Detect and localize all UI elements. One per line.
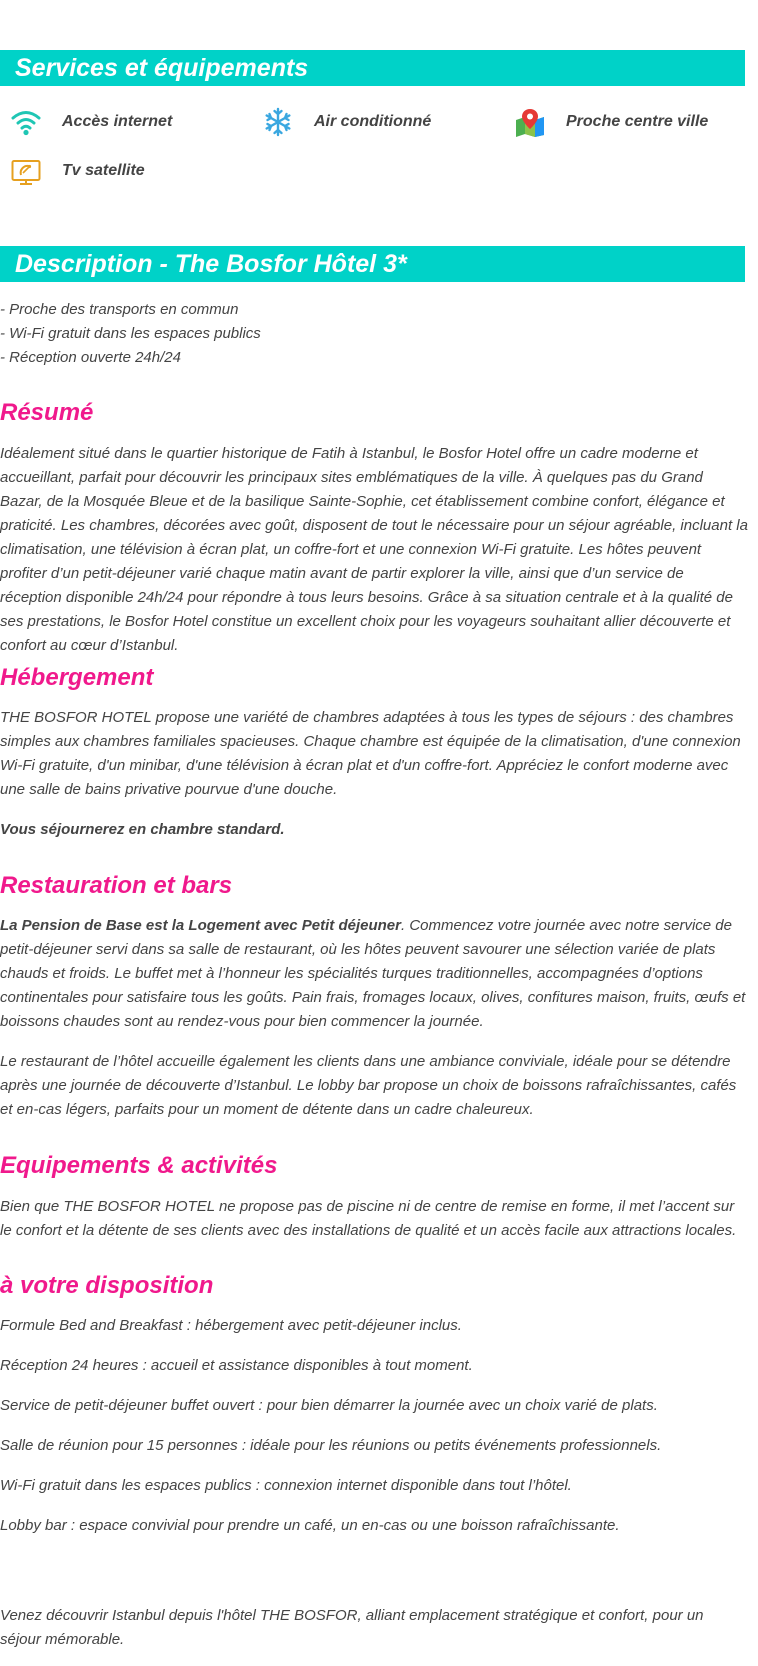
disposition-title: à votre disposition <box>0 1272 214 1299</box>
bullet-item: - Réception ouverte 24h/24 <box>0 349 181 366</box>
service-item-satellite-tv <box>10 155 145 187</box>
disposition-item: Formule Bed and Breakfast : hébergement avec petit-déjeuner inclus. <box>0 1317 462 1334</box>
restauration-title: Restauration et bars <box>0 872 233 899</box>
hebergement-paragraph: THE BOSFOR HOTEL propose une variété de chambres adaptées à tous les types de séjours : des chambres simples aux chambres familiales spacieuses. Chaque chambre est équipée de la climatisation, d'une connexion Wi-Fi gratuite, d'un minibar, d'une télévision à écran plat et d'un coffre-fort. Appréciez le confort moderne avec une salle de bains privative pourvue d'une douche. <box>0 709 741 798</box>
services-title: Services et équipements <box>15 54 309 82</box>
service-item-city-center <box>514 106 708 138</box>
closing-text <box>0 1604 748 1652</box>
description-title: Description - The Bosfor Hôtel 3* <box>15 250 407 278</box>
bullet-item: - Wi-Fi gratuit dans les espaces publics <box>0 325 261 342</box>
disposition-item: Lobby bar : espace convivial pour prendre un café, un en-cas ou une boisson rafraîchissante. <box>0 1517 620 1534</box>
service-item-aircon <box>262 106 431 138</box>
disposition-item: Wi-Fi gratuit dans les espaces publics : connexion internet disponible dans tout l’hôtel. <box>0 1477 572 1494</box>
service-label: Air conditionné <box>314 113 432 130</box>
disposition-item: Service de petit-déjeuner buffet ouvert : pour bien démarrer la journée avec un choix varié de plats. <box>0 1397 658 1414</box>
service-item-internet <box>10 106 172 138</box>
resume-text <box>0 442 748 658</box>
service-label: Tv satellite <box>62 162 145 179</box>
hebergement-text <box>0 706 748 802</box>
room-type-text: Vous séjournerez en chambre standard. <box>0 821 285 838</box>
service-label: Proche centre ville <box>566 113 709 130</box>
restauration-paragraph <box>0 914 748 1034</box>
description-header <box>0 246 745 282</box>
snowflake-icon <box>262 106 294 138</box>
restauration-text <box>0 914 748 1034</box>
resume-title: Résumé <box>0 399 94 426</box>
service-label: Accès internet <box>62 113 173 130</box>
closing-paragraph: Venez découvrir Istanbul depuis l'hôtel THE BOSFOR, alliant emplacement stratégique et confort, pour un séjour mémorable. <box>0 1607 704 1648</box>
restauration-text-2 <box>0 1050 748 1122</box>
hebergement-title: Hébergement <box>0 664 154 691</box>
disposition-item: Réception 24 heures : accueil et assistance disponibles à tout moment. <box>0 1357 473 1374</box>
restauration-body: . Commencez votre journée avec notre service de petit-déjeuner servi dans sa salle de restaurant, où les hôtes peuvent savourer une sélection variée de plats chauds et froids. Le buffet met à l’honneur les spécialités turques traditionnelles, accompagnées d’options continentales pour satisfaire tous les goûts. Pain frais, fromages locaux, olives, confitures maison, fruits, œufs et boissons chaudes sont au rendez-vous pour bien commencer la journée. <box>0 917 746 1030</box>
disposition-item: Salle de réunion pour 15 personnes : idéale pour les réunions ou petits événements professionnels. <box>0 1437 662 1454</box>
resume-paragraph: Idéalement situé dans le quartier historique de Fatih à Istanbul, le Bosfor Hotel offre un cadre moderne et accueillant, parfait pour découvrir les principaux sites emblématiques de la ville. À quelques pas du Grand Bazar, de la Mosquée Bleue et de la basilique Sainte-Sophie, cet établissement combine confort, élégance et praticité. Les chambres, décorées avec goût, disposent de tout le nécessaire pour un séjour agréable, incluant la climatisation, une télévision à écran plat, un coffre-fort et une connexion Wi-Fi gratuite. Les hôtes peuvent profiter d’un petit-déjeuner varié chaque matin avant de partir explorer la ville, ainsi que d’un service de réception disponible 24h/24 pour répondre à tous leurs besoins. Grâce à sa situation centrale et à la qualité de ses prestations, le Bosfor Hotel constitue un excellent choix pour les voyageurs souhaitant allier découverte et confort au cœur d’Istanbul. <box>0 445 748 654</box>
equipements-paragraph: Bien que THE BOSFOR HOTEL ne propose pas de piscine ni de centre de remise en forme, il met l’accent sur le confort et la détente de ses clients avec des installations de qualité et un accès facile aux attractions locales. <box>0 1198 737 1239</box>
room-type <box>0 818 748 842</box>
satellite-tv-icon <box>10 155 42 187</box>
map-pin-icon <box>514 106 546 138</box>
services-header <box>0 50 745 86</box>
description-bullets <box>0 298 748 370</box>
equipements-text <box>0 1195 748 1243</box>
restauration-paragraph-2: Le restaurant de l’hôtel accueille également les clients dans une ambiance conviviale, idéale pour se détendre après une journée de découverte d’Istanbul. Le lobby bar propose un choix de boissons rafraîchissantes, cafés et en-cas légers, parfaits pour un moment de détente dans un cadre chaleureux. <box>0 1053 737 1118</box>
pension-label: La Pension de Base est la Logement avec Petit déjeuner <box>0 917 401 934</box>
equipements-title: Equipements & activités <box>0 1152 278 1179</box>
wifi-icon <box>10 106 42 138</box>
bullet-item: - Proche des transports en commun <box>0 301 239 318</box>
